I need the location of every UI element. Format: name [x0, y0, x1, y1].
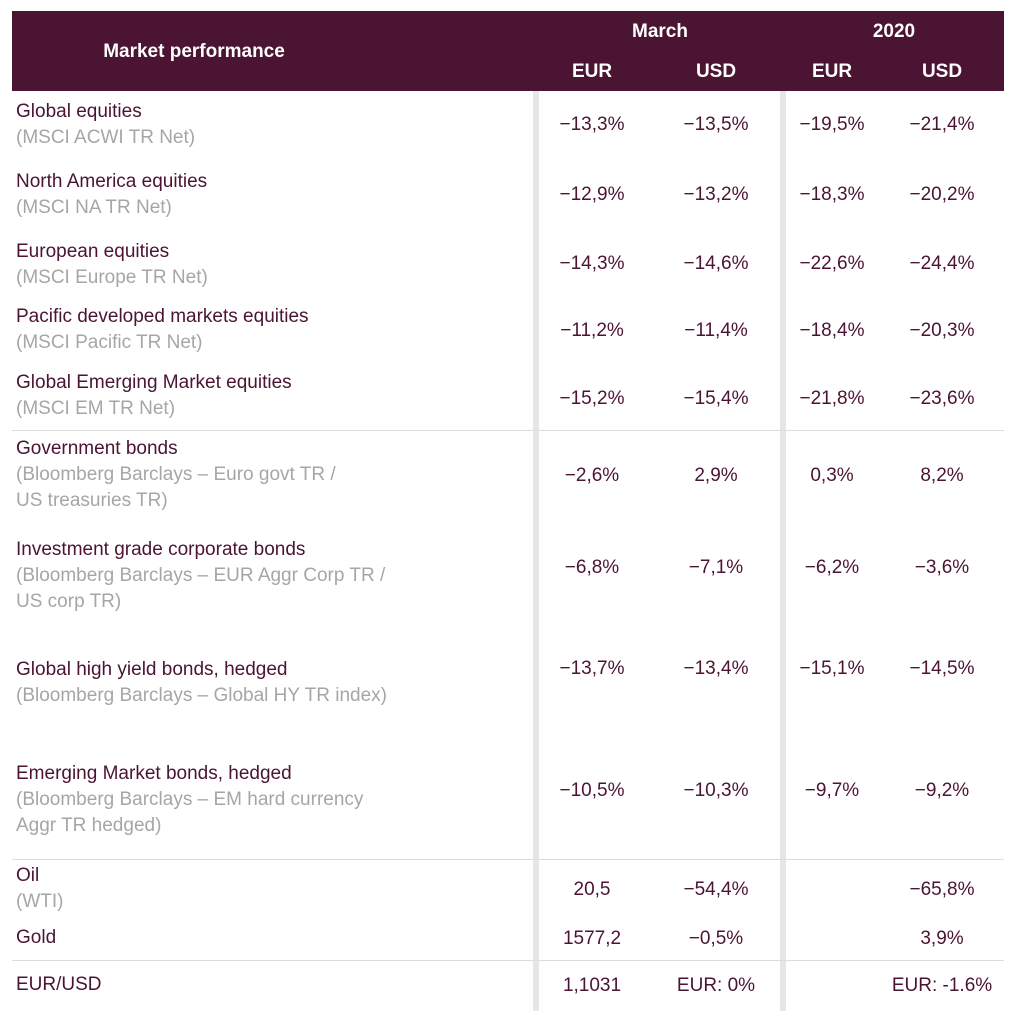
cell-2020-eur: −18,3%	[799, 184, 865, 205]
header-title: Market performance	[103, 41, 285, 62]
row-label	[16, 863, 63, 915]
cell-march-eur: −11,2%	[560, 320, 624, 341]
cell-2020-usd: −14,5%	[909, 658, 975, 679]
benchmark-index: (Bloomberg Barclays – Euro govt TR /	[16, 464, 336, 485]
table-row	[12, 231, 1004, 299]
cell-2020-eur: −9,7%	[804, 780, 860, 801]
cell-march-usd: −7,1%	[688, 557, 744, 578]
cell-march-eur: −6,8%	[564, 557, 620, 578]
cell-2020-usd: −9,2%	[914, 780, 970, 801]
cell-march-usd: −11,4%	[684, 320, 748, 341]
benchmark-index: (MSCI ACWI TR Net)	[16, 127, 196, 148]
cell-2020-usd: −20,3%	[909, 320, 975, 341]
cell-2020-usd: −23,6%	[909, 388, 975, 409]
cell-march-eur: −15,2%	[559, 388, 625, 409]
cell-2020-usd: EUR: -1.6%	[891, 975, 993, 996]
cell-2020-eur: −6,2%	[804, 557, 860, 578]
row-label	[16, 657, 387, 709]
cell-2020-usd: 8,2%	[920, 465, 964, 486]
row-label	[16, 370, 292, 422]
cell-2020-usd: −3,6%	[914, 557, 970, 578]
header-march-usd: USD	[695, 61, 737, 82]
benchmark-index: (MSCI Europe TR Net)	[16, 267, 208, 288]
cell-march-usd: −0,5%	[688, 928, 744, 949]
cell-2020-usd: −21,4%	[909, 114, 975, 135]
header-2020-eur: EUR	[811, 61, 853, 82]
cell-march-eur: −12,9%	[559, 184, 625, 205]
asset-name: Global high yield bonds, hedged	[16, 659, 288, 680]
cell-2020-eur: −18,4%	[799, 320, 865, 341]
asset-name: Investment grade corporate bonds	[16, 539, 306, 560]
row-label	[16, 99, 195, 151]
cell-march-eur: −2,6%	[564, 465, 620, 486]
asset-name: Global Emerging Market equities	[16, 372, 292, 393]
cell-march-usd: −13,4%	[683, 658, 749, 679]
row-label	[16, 537, 385, 615]
asset-name: Government bonds	[16, 438, 178, 459]
benchmark-index: US corp TR)	[16, 591, 122, 612]
row-label	[16, 436, 336, 514]
row-label	[16, 972, 102, 998]
cell-march-eur: −13,7%	[559, 658, 625, 679]
asset-name: Oil	[16, 865, 40, 886]
cell-2020-usd: −65,8%	[909, 879, 975, 900]
table-row	[12, 859, 1004, 920]
table-row	[12, 91, 1004, 161]
table-row	[12, 919, 1004, 960]
benchmark-index: (Bloomberg Barclays – EM hard currency	[16, 789, 364, 810]
benchmark-index: (Bloomberg Barclays – EUR Aggr Corp TR /	[16, 565, 386, 586]
row-label	[16, 239, 208, 291]
table-row	[12, 161, 1004, 231]
cell-march-eur: 20,5	[573, 879, 611, 900]
table-row	[12, 635, 1004, 721]
cell-2020-usd: −20,2%	[909, 184, 975, 205]
cell-march-eur: −10,5%	[559, 780, 625, 801]
table-row	[12, 960, 1004, 1012]
benchmark-index: (WTI)	[16, 891, 64, 912]
cell-2020-usd: −24,4%	[909, 253, 975, 274]
row-label	[16, 304, 309, 356]
cell-2020-eur: −15,1%	[799, 658, 865, 679]
asset-name: Emerging Market bonds, hedged	[16, 763, 292, 784]
benchmark-index: Aggr TR hedged)	[16, 815, 162, 836]
header-group-march: March	[632, 21, 688, 42]
cell-2020-eur: 0,3%	[810, 465, 854, 486]
table-row	[12, 367, 1004, 430]
cell-2020-eur: −19,5%	[799, 114, 865, 135]
cell-march-usd: −54,4%	[683, 879, 749, 900]
cell-march-eur: 1,1031	[562, 975, 622, 996]
cell-march-eur: 1577,2	[562, 928, 622, 949]
header-2020-usd: USD	[921, 61, 963, 82]
asset-name: EUR/USD	[16, 974, 102, 995]
asset-name: Global equities	[16, 101, 142, 122]
table-row	[12, 527, 1004, 635]
benchmark-index: (MSCI EM TR Net)	[16, 398, 176, 419]
benchmark-index: (MSCI NA TR Net)	[16, 197, 172, 218]
header-group-2020: 2020	[872, 21, 916, 42]
table-header	[12, 11, 1004, 91]
asset-name: Pacific developed markets equities	[16, 306, 309, 327]
cell-2020-eur: −22,6%	[799, 253, 865, 274]
cell-2020-usd: 3,9%	[920, 928, 964, 949]
asset-name: European equities	[16, 241, 170, 262]
cell-march-eur: −13,3%	[559, 114, 625, 135]
cell-march-usd: −10,3%	[683, 780, 749, 801]
table-row	[12, 430, 1004, 528]
row-label	[16, 925, 56, 951]
cell-2020-eur: −21,8%	[799, 388, 865, 409]
cell-march-usd: −15,4%	[683, 388, 749, 409]
asset-name: North America equities	[16, 171, 208, 192]
cell-march-usd: −13,2%	[683, 184, 749, 205]
benchmark-index: US treasuries TR)	[16, 490, 168, 511]
header-march-eur: EUR	[571, 61, 613, 82]
table-row	[12, 299, 1004, 367]
cell-march-eur: −14,3%	[559, 253, 625, 274]
benchmark-index: (Bloomberg Barclays – Global HY TR index)	[16, 685, 388, 706]
cell-march-usd: −14,6%	[683, 253, 749, 274]
cell-march-usd: EUR: 0%	[676, 975, 756, 996]
row-label	[16, 169, 207, 221]
table-row	[12, 721, 1004, 859]
market-performance-table	[12, 11, 1004, 1011]
asset-name: Gold	[16, 927, 57, 948]
benchmark-index: (MSCI Pacific TR Net)	[16, 332, 203, 353]
row-label	[16, 761, 363, 839]
cell-march-usd: −13,5%	[683, 114, 749, 135]
cell-march-usd: 2,9%	[694, 465, 738, 486]
